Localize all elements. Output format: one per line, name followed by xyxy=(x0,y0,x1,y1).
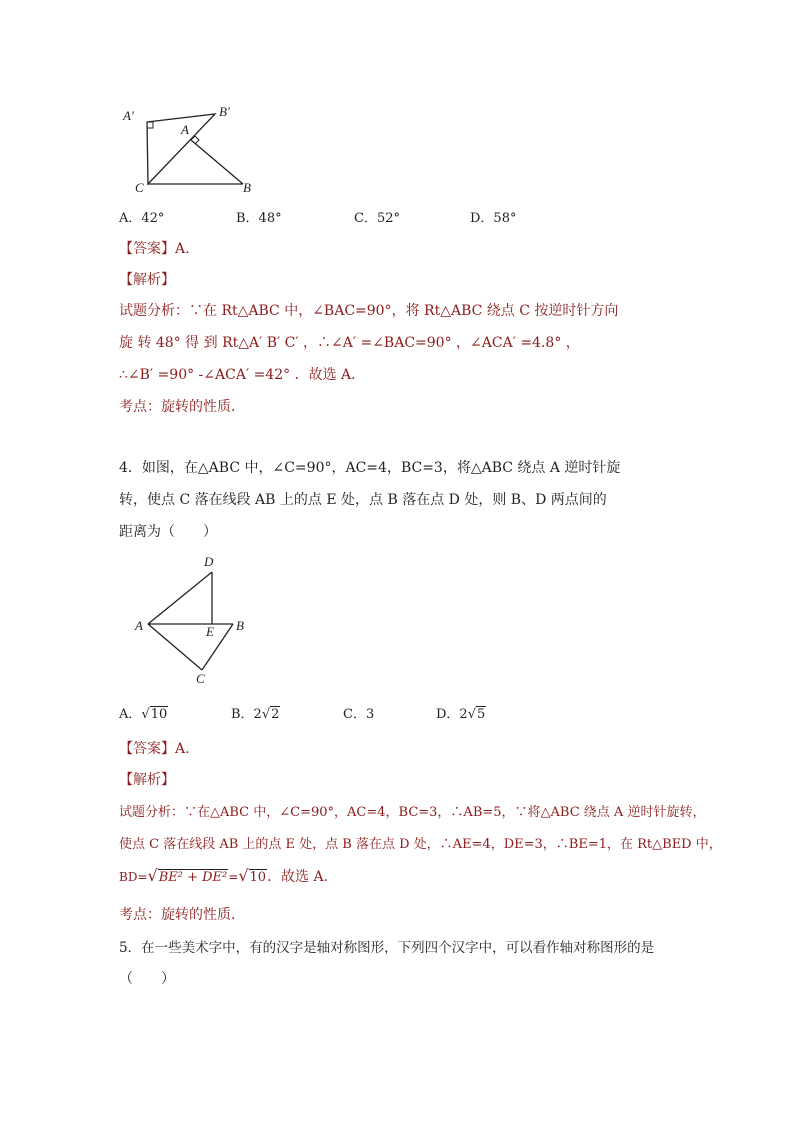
q4-analysis-line-1: 试题分析：∵在△ABC 中，∠C=90°，AC=4，BC=3，∴AB=5，∵将△ABC 绕点 A 逆时针旋转， xyxy=(119,805,706,820)
q4-analysis-title: 【解析】 xyxy=(119,772,175,788)
q5-stem-line-1: 5．在一些美术字中，有的汉字是轴对称图形，下列四个汉字中，可以看作轴对称图形的是 xyxy=(119,940,655,956)
q3-analysis-line-1: 试题分析：∵在 Rt△ABC 中，∠BAC=90°，将 Rt△ABC 绕点 C 按逆时针方向 xyxy=(119,303,619,319)
q4-option-a-radicand: 10 xyxy=(150,707,168,722)
q4-stem-line-3: 距离为（ ） xyxy=(119,524,217,540)
q4-bd-result: 10 xyxy=(249,870,267,885)
q4-label-a: A xyxy=(135,618,143,633)
q4-answer: 【答案】A. xyxy=(119,741,190,757)
q4-label-d: D xyxy=(204,554,214,569)
q4-label-e: E xyxy=(206,624,214,639)
q4-figure xyxy=(128,552,258,687)
q3-label-a: A xyxy=(181,122,189,137)
q3-option-b: B．48° xyxy=(236,211,282,226)
q5-stem-line-2: （ ） xyxy=(119,971,175,987)
q3-analysis-title: 【解析】 xyxy=(119,272,175,288)
q3-answer: 【答案】A. xyxy=(119,241,190,257)
q4-option-b-radicand: 2 xyxy=(271,707,280,722)
q3-label-b: B xyxy=(243,180,251,195)
q4-stem-line-1: 4．如图，在△ABC 中，∠C=90°，AC=4，BC=3，将△ABC 绕点 A 逆时针旋 xyxy=(119,460,621,476)
q3-option-a: A．42° xyxy=(119,211,165,226)
q4-option-d-radicand: 5 xyxy=(477,707,486,722)
q3-analysis-line-3: ∴∠B′ =90° -∠ACA′ =42° ．故选 A． xyxy=(119,367,366,383)
q4-bd-radicand: BE² + DE² xyxy=(158,870,228,885)
q4-label-b: B xyxy=(236,618,244,633)
q4-kaodian: 考点：旋转的性质． xyxy=(119,907,245,923)
q3-label-a-prime: A′ xyxy=(123,108,134,123)
q3-analysis-line-2: 旋 转 48° 得 到 Rt△A′ B′ C′ ，∴∠A′ =∠BAC=90° ，∠ACA′ =4.8° ， xyxy=(119,335,580,351)
q3-label-b-prime: B′ xyxy=(219,104,230,119)
q3-option-c: C．52° xyxy=(354,211,400,226)
q4-option-a: A．√10 xyxy=(119,707,168,722)
q4-stem-line-2: 转，使点 C 落在线段 AB 上的点 E 处，点 B 落在点 D 处，则 B、D 两点间的 xyxy=(119,492,607,508)
q4-label-c: C xyxy=(196,671,205,686)
q4-option-b: B．2√2 xyxy=(231,707,280,722)
q4-analysis-line-2: 使点 C 落在线段 AB 上的点 E 处，点 B 落在点 D 处，∴AE=4，DE=3，∴BE=1，在 Rt△BED 中， xyxy=(119,837,722,852)
q3-figure xyxy=(115,100,265,196)
q4-option-d: D．2√5 xyxy=(436,707,486,722)
q4-option-c: C．3 xyxy=(343,707,375,722)
q4-bd-formula: BD=√BE² + DE²=√10．故选 A． xyxy=(119,866,338,885)
q3-label-c: C xyxy=(135,180,144,195)
q3-kaodian: 考点：旋转的性质． xyxy=(119,399,245,415)
q3-option-d: D．58° xyxy=(470,211,517,226)
